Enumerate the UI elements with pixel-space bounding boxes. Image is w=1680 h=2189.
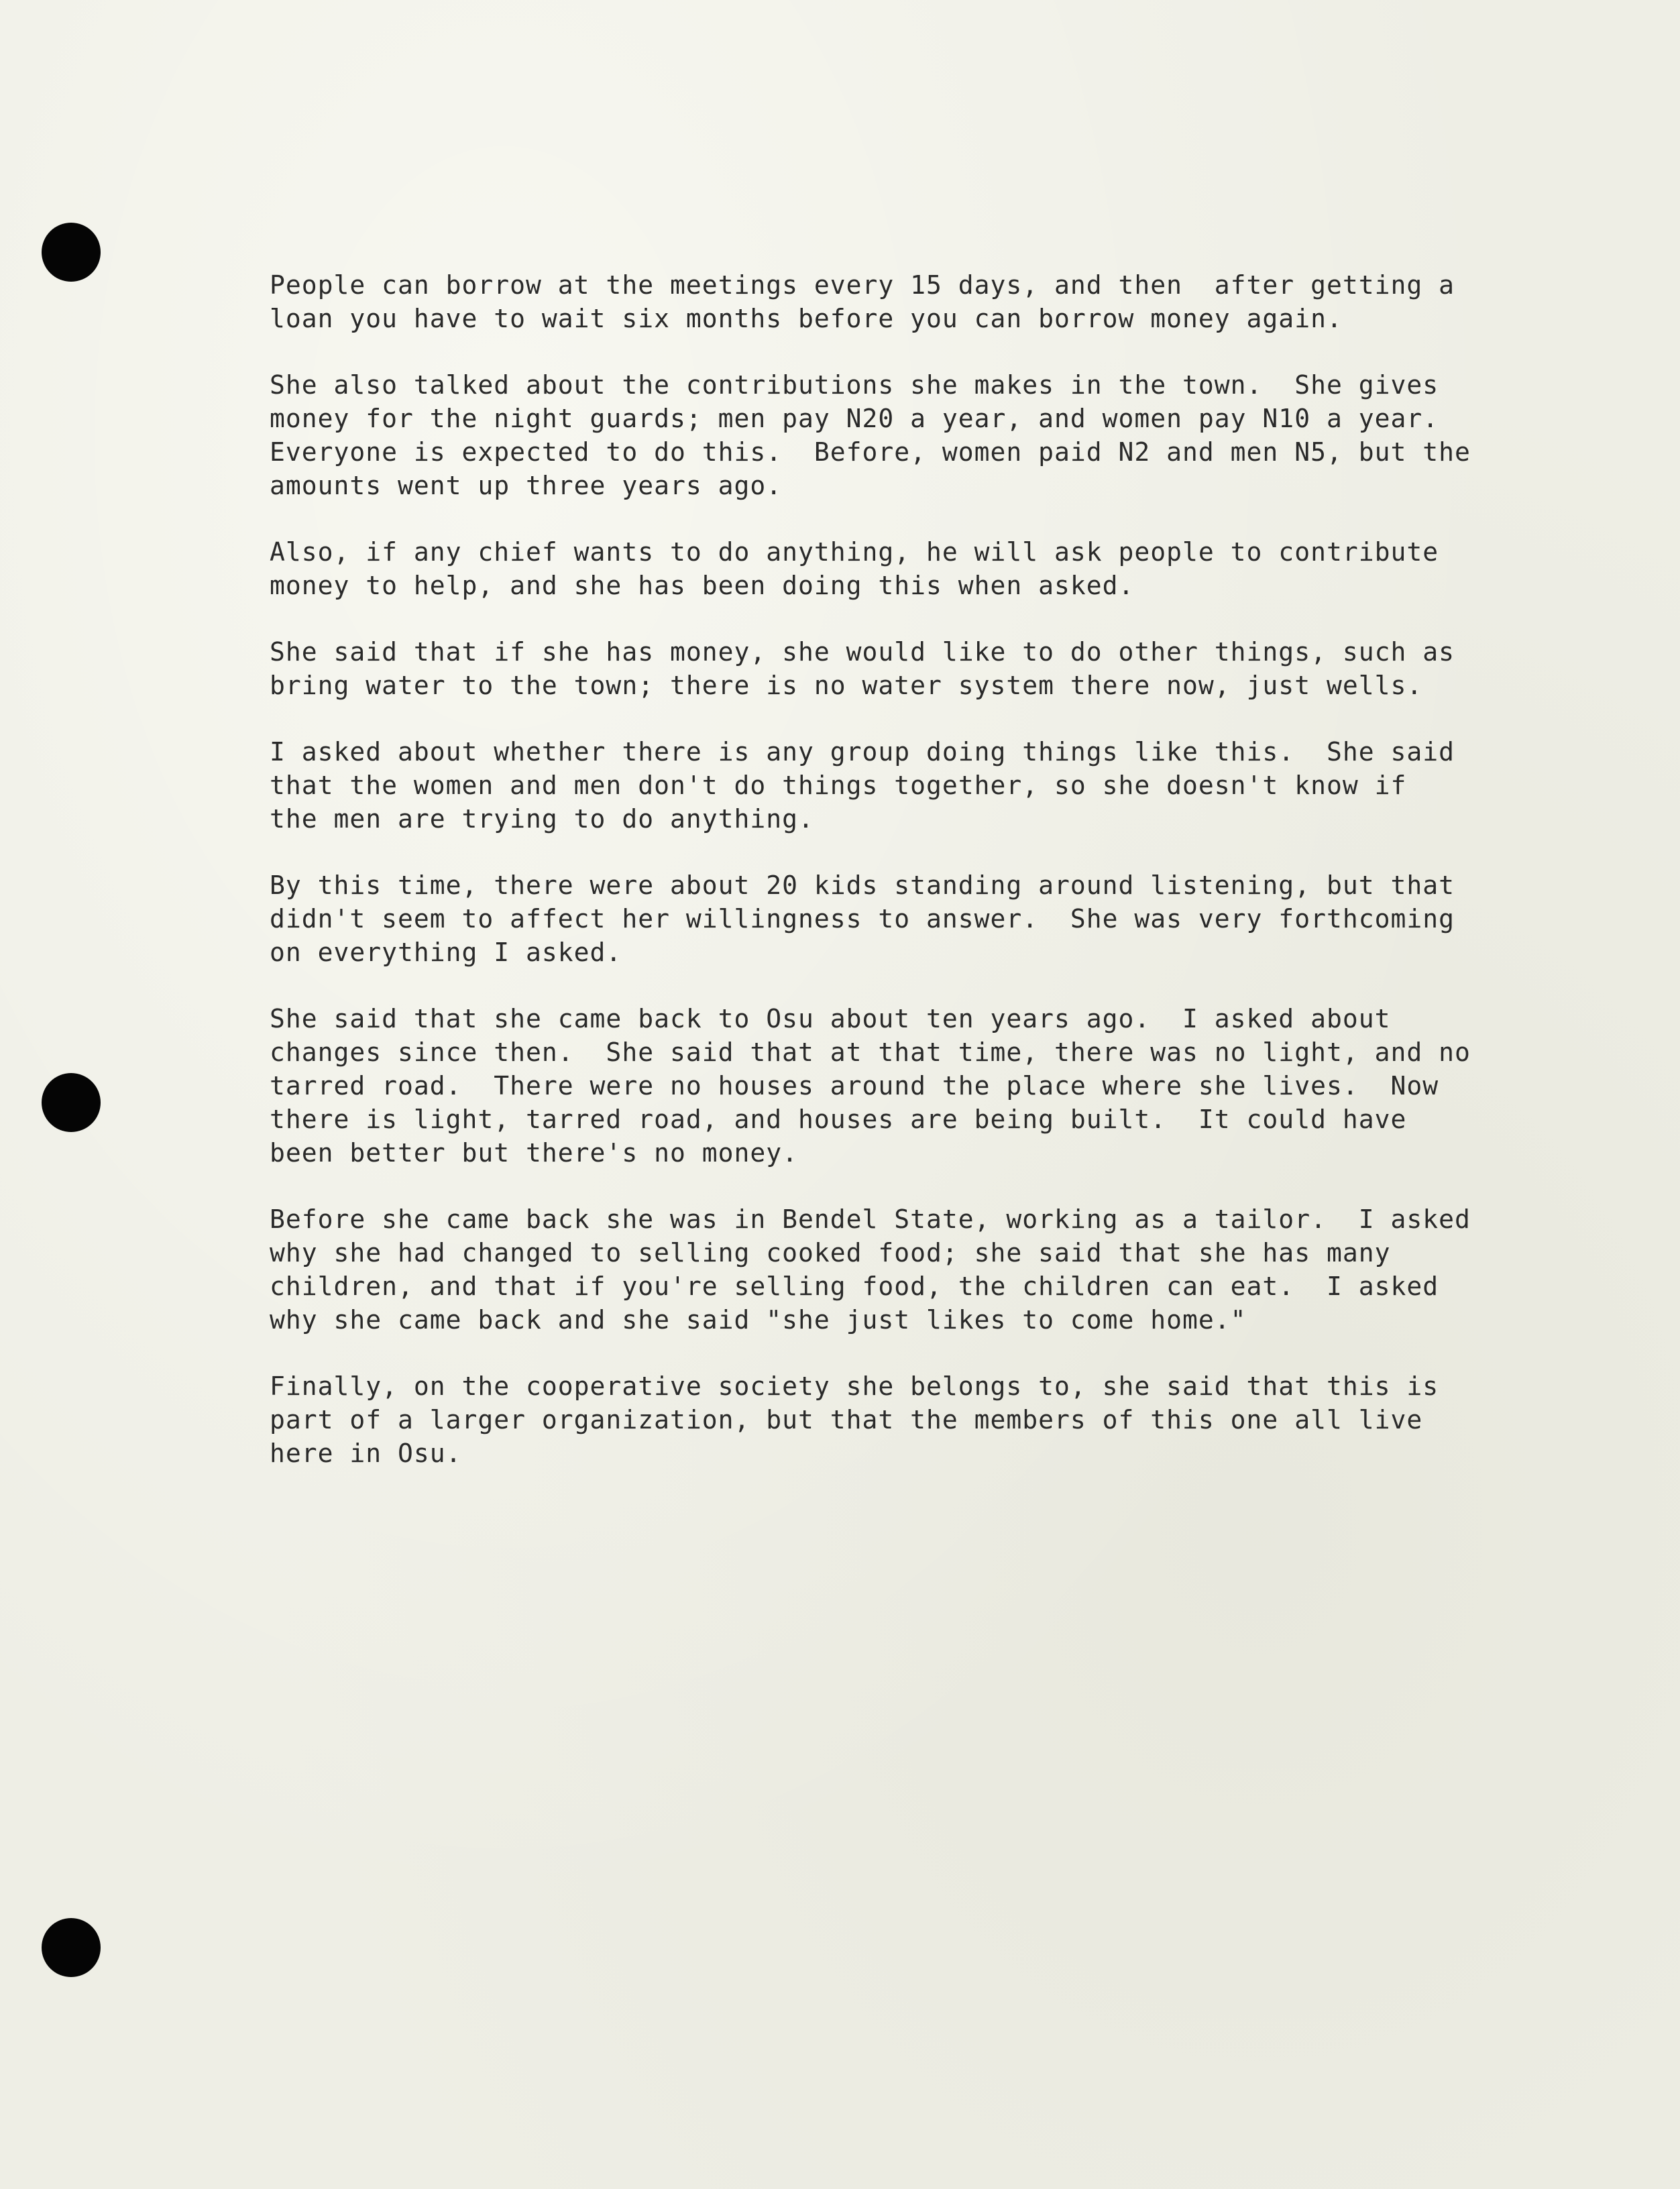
text-line: Also, if any chief wants to do anything, he will ask people to contribute [270,537,1439,567]
text-line: I asked about whether there is any group doing things like this. She said [270,737,1455,767]
text-line: loan you have to wait six months before you can borrow money again. [270,304,1343,333]
text-line: changes since then. She said that at that time, there was no light, and no [270,1037,1471,1067]
paragraph-borrowing [270,268,1530,335]
text-line: been better but there's no money. [270,1138,798,1168]
text-line: money to help, and she has been doing this when asked. [270,571,1135,600]
text-line: why she came back and she said "she just likes to come home." [270,1305,1247,1335]
text-line: didn't seem to affect her willingness to answer. She was very forthcoming [270,904,1455,934]
paragraph-water [270,635,1530,702]
punch-hole-middle [42,1073,101,1132]
text-line: why she had changed to selling cooked food; she said that she has many [270,1238,1391,1268]
text-line: bring water to the town; there is no water system there now, just wells. [270,671,1423,700]
punch-hole-bottom [42,1918,101,1977]
punch-hole-top [42,223,101,282]
text-line: Everyone is expected to do this. Before, women paid N2 and men N5, but the [270,437,1471,467]
text-line: She said that she came back to Osu about ten years ago. I asked about [270,1004,1391,1033]
paragraph-bendel [270,1202,1530,1337]
text-line: children, and that if you're selling food, the children can eat. I asked [270,1272,1439,1301]
text-line: on everything I asked. [270,938,622,967]
paragraph-kids [270,868,1530,969]
text-line: Finally, on the cooperative society she belongs to, she said that this is [270,1371,1439,1401]
text-line: amounts went up three years ago. [270,471,783,500]
text-line: People can borrow at the meetings every 15 days, and then after getting a [270,270,1455,300]
text-line: there is light, tarred road, and houses are being built. It could have [270,1105,1407,1134]
text-line: Before she came back she was in Bendel State, working as a tailor. I asked [270,1204,1471,1234]
text-line: By this time, there were about 20 kids standing around listening, but that [270,871,1455,900]
paragraph-chief [270,535,1530,602]
text-line: that the women and men don't do things together, so she doesn't know if [270,771,1407,800]
paragraph-changes [270,1002,1530,1170]
text-line: part of a larger organization, but that the members of this one all live [270,1405,1423,1435]
paragraph-cooperative [270,1369,1530,1470]
paragraph-groups [270,735,1530,836]
typed-notes-body [270,268,1530,1503]
text-line: money for the night guards; men pay N20 a year, and women pay N10 a year. [270,404,1439,433]
text-line: the men are trying to do anything. [270,804,814,834]
text-line: tarred road. There were no houses around the place where she lives. Now [270,1071,1439,1101]
paragraph-contributions [270,368,1530,502]
text-line: She also talked about the contributions she makes in the town. She gives [270,370,1439,400]
text-line: She said that if she has money, she would like to do other things, such as [270,637,1455,667]
text-line: here in Osu. [270,1439,462,1468]
